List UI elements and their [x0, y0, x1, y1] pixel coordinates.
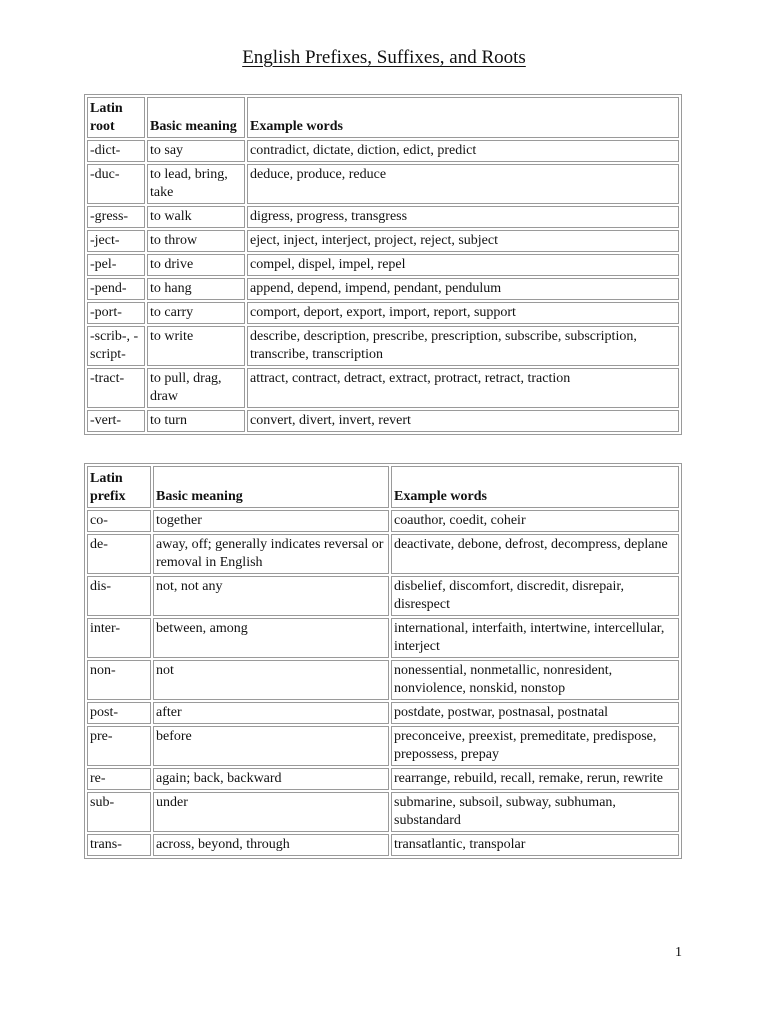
cell-examples: deactivate, debone, defrost, decompress, deplane: [391, 534, 679, 574]
table-row: [87, 660, 679, 700]
cell-term: non-: [87, 660, 151, 700]
cell-term: -gress-: [87, 206, 145, 228]
cell-meaning: across, beyond, through: [153, 834, 389, 856]
cell-meaning: again; back, backward: [153, 768, 389, 790]
cell-meaning: between, among: [153, 618, 389, 658]
page-number: 1: [675, 945, 682, 960]
cell-meaning: to write: [147, 326, 245, 366]
cell-meaning: to hang: [147, 278, 245, 300]
table-row: [87, 510, 679, 532]
cell-examples: preconceive, preexist, premeditate, predispose, prepossess, prepay: [391, 726, 679, 766]
cell-meaning: to throw: [147, 230, 245, 252]
latin-prefix-table: [84, 463, 682, 859]
cell-examples: transatlantic, transpolar: [391, 834, 679, 856]
cell-meaning: to turn: [147, 410, 245, 432]
cell-examples: international, interfaith, intertwine, intercellular, interject: [391, 618, 679, 658]
table-row: [87, 326, 679, 366]
table-row: [87, 702, 679, 724]
cell-term: trans-: [87, 834, 151, 856]
document-title: English Prefixes, Suffixes, and Roots: [242, 47, 526, 68]
table-row: [87, 726, 679, 766]
cell-meaning: away, off; generally indicates reversal or removal in English: [153, 534, 389, 574]
cell-term: post-: [87, 702, 151, 724]
cell-term: -scrib-, -script-: [87, 326, 145, 366]
column-header-example-words: Example words: [391, 466, 679, 508]
cell-examples: eject, inject, interject, project, reject, subject: [247, 230, 679, 252]
table-row: [87, 410, 679, 432]
table-row: [87, 368, 679, 408]
cell-term: -tract-: [87, 368, 145, 408]
cell-examples: disbelief, discomfort, discredit, disrepair, disrespect: [391, 576, 679, 616]
cell-examples: contradict, dictate, diction, edict, predict: [247, 140, 679, 162]
cell-examples: rearrange, rebuild, recall, remake, rerun, rewrite: [391, 768, 679, 790]
table-row: [87, 768, 679, 790]
column-header-latin-root: Latin root: [87, 97, 145, 138]
table-row: [87, 302, 679, 324]
cell-term: pre-: [87, 726, 151, 766]
table-header-row: [87, 466, 679, 508]
cell-examples: nonessential, nonmetallic, nonresident, nonviolence, nonskid, nonstop: [391, 660, 679, 700]
cell-meaning: after: [153, 702, 389, 724]
cell-meaning: before: [153, 726, 389, 766]
cell-examples: coauthor, coedit, coheir: [391, 510, 679, 532]
cell-term: -vert-: [87, 410, 145, 432]
cell-examples: append, depend, impend, pendant, pendulum: [247, 278, 679, 300]
table-row: [87, 206, 679, 228]
cell-meaning: to lead, bring, take: [147, 164, 245, 204]
table-row: [87, 254, 679, 276]
column-header-basic-meaning: Basic meaning: [147, 97, 245, 138]
cell-examples: describe, description, prescribe, prescription, subscribe, subscription, transcribe, transcription: [247, 326, 679, 366]
cell-examples: compel, dispel, impel, repel: [247, 254, 679, 276]
column-header-basic-meaning: Basic meaning: [153, 466, 389, 508]
cell-term: -dict-: [87, 140, 145, 162]
cell-meaning: to carry: [147, 302, 245, 324]
table-row: [87, 230, 679, 252]
cell-term: -ject-: [87, 230, 145, 252]
cell-meaning: under: [153, 792, 389, 832]
cell-term: -port-: [87, 302, 145, 324]
cell-examples: convert, divert, invert, revert: [247, 410, 679, 432]
cell-term: sub-: [87, 792, 151, 832]
cell-term: re-: [87, 768, 151, 790]
cell-examples: submarine, subsoil, subway, subhuman, substandard: [391, 792, 679, 832]
cell-meaning: not: [153, 660, 389, 700]
table-row: [87, 164, 679, 204]
table-row: [87, 792, 679, 832]
table-row: [87, 834, 679, 856]
cell-meaning: not, not any: [153, 576, 389, 616]
cell-term: de-: [87, 534, 151, 574]
latin-roots-table: [84, 94, 682, 435]
table-row: [87, 140, 679, 162]
cell-meaning: to walk: [147, 206, 245, 228]
table-row: [87, 576, 679, 616]
cell-term: -duc-: [87, 164, 145, 204]
table-header-row: [87, 97, 679, 138]
cell-meaning: to say: [147, 140, 245, 162]
cell-term: inter-: [87, 618, 151, 658]
cell-examples: deduce, produce, reduce: [247, 164, 679, 204]
column-header-example-words: Example words: [247, 97, 679, 138]
table-row: [87, 618, 679, 658]
table-row: [87, 278, 679, 300]
cell-term: -pel-: [87, 254, 145, 276]
cell-examples: attract, contract, detract, extract, protract, retract, traction: [247, 368, 679, 408]
cell-term: -pend-: [87, 278, 145, 300]
cell-examples: postdate, postwar, postnasal, postnatal: [391, 702, 679, 724]
cell-meaning: to drive: [147, 254, 245, 276]
cell-term: co-: [87, 510, 151, 532]
cell-meaning: to pull, drag, draw: [147, 368, 245, 408]
column-header-latin-prefix: Latin prefix: [87, 466, 151, 508]
cell-examples: comport, deport, export, import, report, support: [247, 302, 679, 324]
cell-examples: digress, progress, transgress: [247, 206, 679, 228]
cell-term: dis-: [87, 576, 151, 616]
table-row: [87, 534, 679, 574]
cell-meaning: together: [153, 510, 389, 532]
